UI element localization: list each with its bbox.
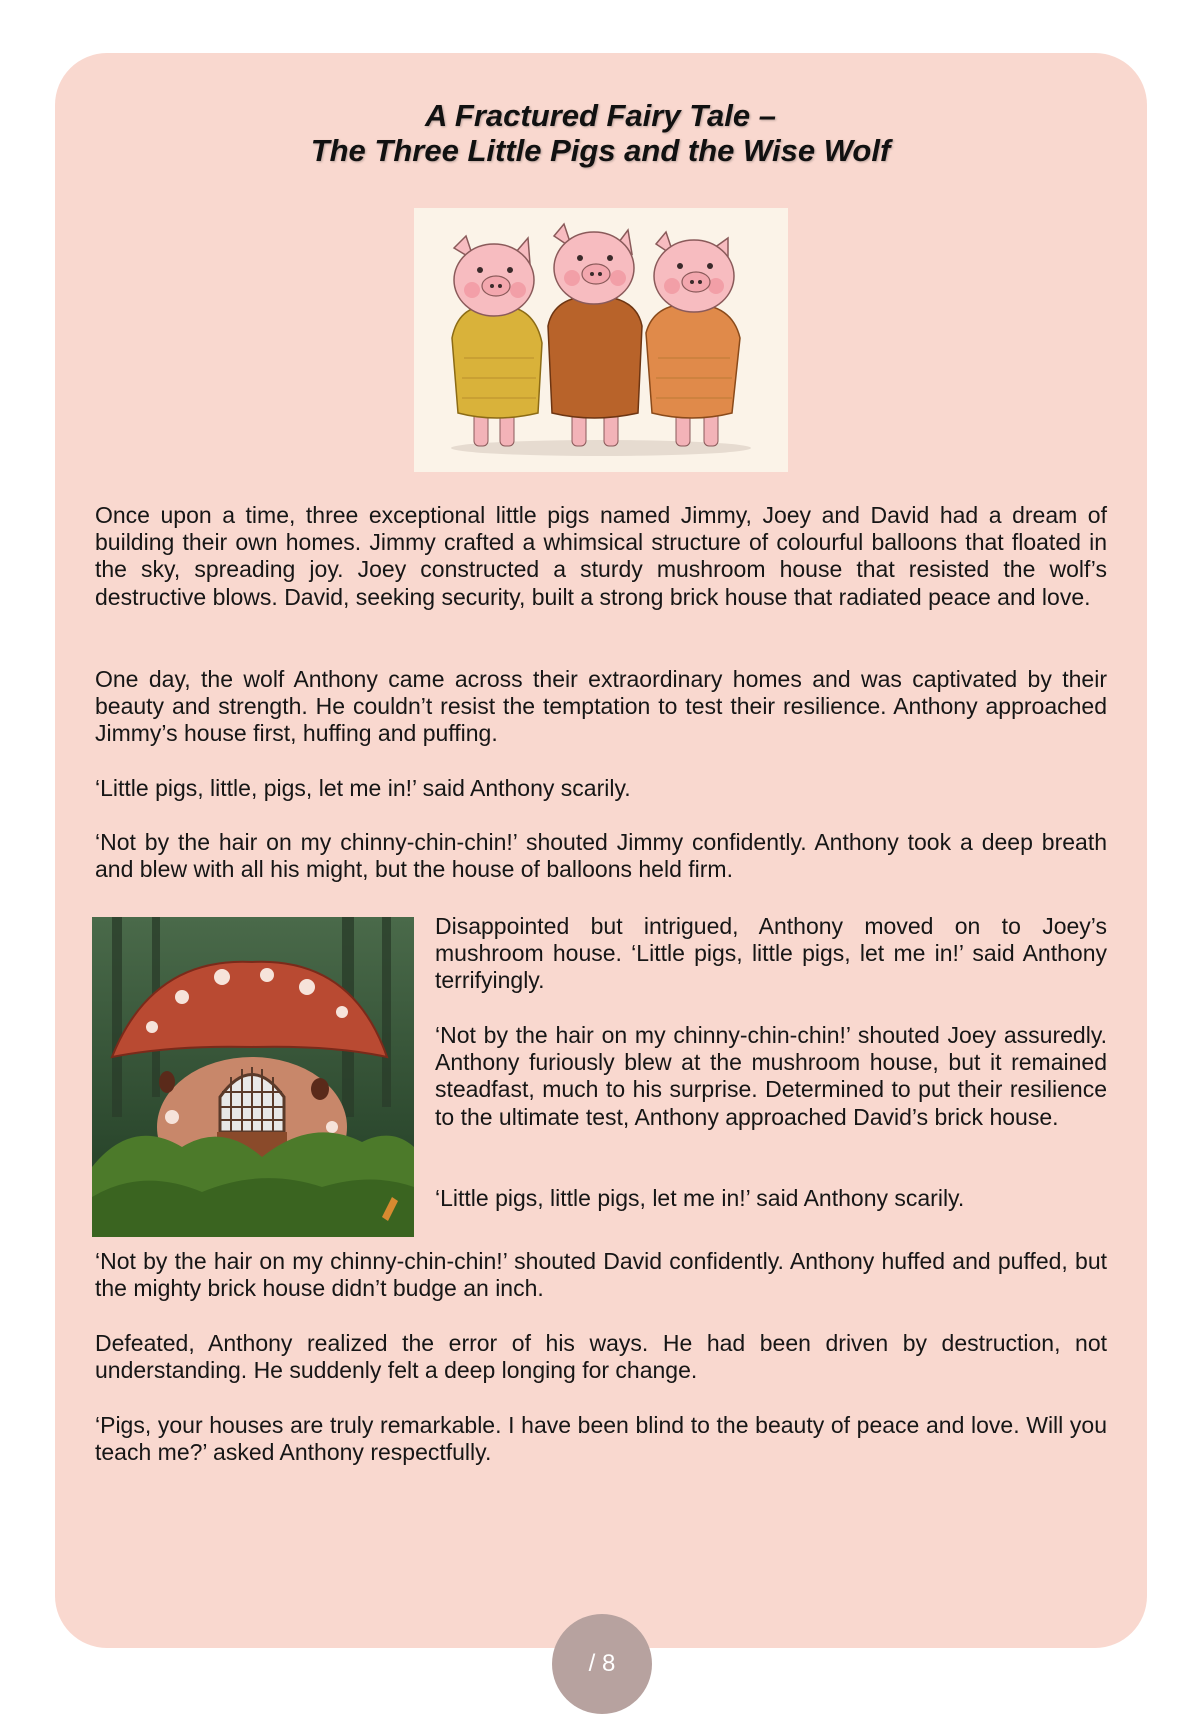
paragraph-wolf-asks-jimmy: ‘Little pigs, little, pigs, let me in!’ said Anthony scarily. — [95, 775, 631, 801]
paragraph-jimmy-replies: ‘Not by the hair on my chinny-chin-chin!’ shouted Jimmy confidently. Anthony took a deep breath and blew with all his might, but the house of balloons held firm. — [95, 829, 1107, 883]
mushroom-house-photo — [92, 917, 414, 1237]
paragraph-david-replies: ‘Not by the hair on my chinny-chin-chin!’ shouted David confidently. Anthony huffed and puffed, but the mighty brick house didn’t budge an inch. — [95, 1248, 1107, 1302]
paragraph-joey-house: Disappointed but intrigued, Anthony moved on to Joey’s mushroom house. ‘Little pigs, little pigs, let me in!’ said Anthony terrifyingly. — [435, 913, 1107, 994]
page-number: / 8 — [588, 1650, 616, 1677]
paragraph-wolf-defeated: Defeated, Anthony realized the error of his ways. He had been driven by destruction, not understanding. He suddenly felt a deep longing for change. — [95, 1330, 1107, 1384]
three-pigs-illustration — [414, 208, 788, 472]
paragraph-joey-replies: ‘Not by the hair on my chinny-chin-chin!’ shouted Joey assuredly. Anthony furiously blew at the mushroom house, but it remained steadfast, much to his surprise. Determined to put their resilience to the ultimate test, Anthony approached David’s brick house. — [435, 1022, 1107, 1130]
title-line-2: The Three Little Pigs and the Wise Wolf — [310, 133, 891, 168]
paragraph-wolf-asks-david: ‘Little pigs, little pigs, let me in!’ said Anthony scarily. — [435, 1185, 965, 1211]
paragraph-intro: Once upon a time, three exceptional little pigs named Jimmy, Joey and David had a dream of building their own homes. Jimmy crafted a whimsical structure of colourful balloons that floated in the sky, spreading joy. Joey constructed a sturdy mushroom house that resisted the wolf’s destructive blows. David, seeking security, built a strong brick house that radiated peace and love. — [95, 502, 1107, 610]
title-line-1: A Fractured Fairy Tale – — [425, 98, 776, 133]
story-title — [0, 98, 1201, 168]
paragraph-wolf-asks-to-learn: ‘Pigs, your houses are truly remarkable. I have been blind to the beauty of peace and love. Will you teach me?’ asked Anthony respectfully. — [95, 1412, 1107, 1466]
paragraph-wolf-arrives: One day, the wolf Anthony came across their extraordinary homes and was captivated by their beauty and strength. He couldn’t resist the temptation to test their resilience. Anthony approached Jimmy’s house first, huffing and puffing. — [95, 666, 1107, 747]
page-number-badge — [552, 1614, 652, 1714]
